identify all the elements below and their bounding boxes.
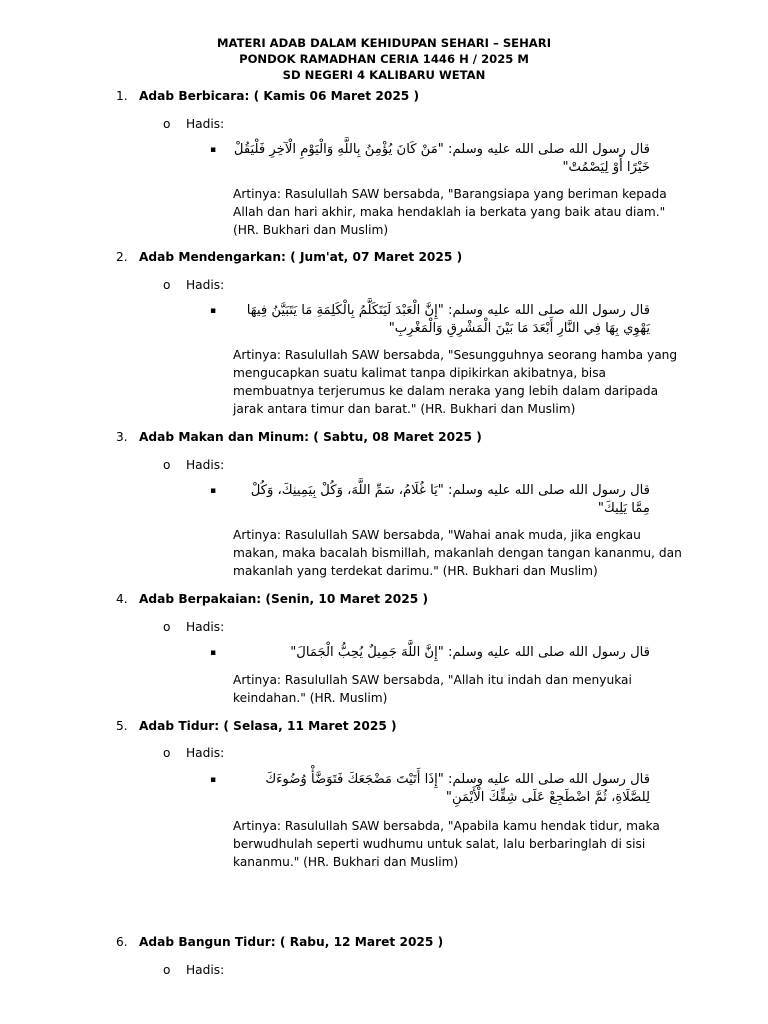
arabic-bullet: ▪ [210,145,217,155]
header-program: PONDOK RAMADHAN CERIA 1446 H / 2025 M [239,52,529,66]
hadis-arabic-text: قال رسول الله صلى الله عليه وسلم: "إِنَّ الْعَبْدَ لَيَتَكَلَّمُ بِالْكَلِمَةِ مَا يَتَبَيَّنُ فِيهَا يَهْوِي بِهَا فِي النَّارِ أَبْعَدَ مَا بَيْنَ الْمَشْرِقِ وَالْمَغْرِبِ" [246,303,650,336]
section-number: 5. [116,719,128,733]
section-number: 3. [116,430,128,444]
hadis-label: Hadis: [186,963,225,977]
hadis-arabic-text: قال رسول الله صلى الله عليه وسلم: "إِذَا أَتَيْتَ مَضْجَعَكَ فَتَوَضَّأْ وُضُوءَكَ لِلصَّلَاةِ، ثُمَّ اضْطَجِعْ عَلَى شِقِّكَ الْأَيْمَنِ" [265,772,650,805]
section-title: Adab Tidur: ( Selasa, 11 Maret 2025 ) [139,719,397,733]
hadis-arabic-text: قال رسول الله صلى الله عليه وسلم: "يَا غُلَامُ، سَمِّ اللَّهَ، وَكُلْ بِيَمِينِكَ، وَكُلْ مِمَّا يَلِيكَ" [250,483,650,516]
arabic-bullet: ▪ [210,306,217,316]
arabic-bullet: ▪ [210,648,217,658]
hadis-translation: Artinya: Rasulullah SAW bersabda, "Allah itu indah dan menyukai keindahan." (HR. Muslim) [233,673,632,705]
section-number: 1. [116,89,128,103]
section-number: 6. [116,935,128,949]
section-title: Adab Makan dan Minum: ( Sabtu, 08 Maret 2025 ) [139,430,482,444]
arabic-bullet: ▪ [210,486,217,496]
hadis-label: Hadis: [186,458,225,472]
hadis-label: Hadis: [186,620,225,634]
section-title: Adab Berpakaian: (Senin, 10 Maret 2025 ) [139,592,429,606]
hadis-translation: Artinya: Rasulullah SAW bersabda, "Apabila kamu hendak tidur, maka berwudhulah seperti wudhumu untuk salat, lalu berbaringlah di sisi kananmu." (HR. Bukhari dan Muslim) [233,819,660,869]
section-title: Adab Bangun Tidur: ( Rabu, 12 Maret 2025 ) [139,935,444,949]
hadis-label: Hadis: [186,746,225,760]
document-header [0,35,768,83]
hadis-translation: Artinya: Rasulullah SAW bersabda, "Barangsiapa yang beriman kepada Allah dan hari akhir, maka hendaklah ia berkata yang baik atau diam." (HR. Bukhari dan Muslim) [233,187,667,237]
hadis-bullet: o [163,746,171,760]
hadis-bullet: o [163,458,171,472]
section-title: Adab Mendengarkan: ( Jum'at, 07 Maret 2025 ) [139,250,463,264]
hadis-bullet: o [163,620,171,634]
section-title: Adab Berbicara: ( Kamis 06 Maret 2025 ) [139,89,420,103]
section-number: 4. [116,592,128,606]
header-title: MATERI ADAB DALAM KEHIDUPAN SEHARI – SEHARI [216,36,552,50]
hadis-translation: Artinya: Rasulullah SAW bersabda, "Wahai anak muda, jika engkau makan, maka bacalah bismillah, makanlah dengan tangan kananmu, dan makanlah yang terdekat darimu." (HR. Bukhari dan Muslim) [233,528,682,578]
hadis-label: Hadis: [186,278,225,292]
hadis-bullet: o [163,278,171,292]
header-school: SD NEGERI 4 KALIBARU WETAN [282,68,486,82]
section-number: 2. [116,250,128,264]
hadis-label: Hadis: [186,117,225,131]
hadis-bullet: o [163,117,171,131]
hadis-arabic-text: قال رسول الله صلى الله عليه وسلم: "مَنْ كَانَ يُؤْمِنُ بِاللَّهِ وَالْيَوْمِ الْآخِرِ فَلْيَقُلْ خَيْرًا أَوْ لِيَصْمُتْ" [233,142,650,175]
hadis-bullet: o [163,963,171,977]
hadis-arabic-text: قال رسول الله صلى الله عليه وسلم: "إِنَّ اللَّهَ جَمِيلٌ يُحِبُّ الْجَمَالَ" [290,645,650,660]
arabic-bullet: ▪ [210,775,217,785]
hadis-translation: Artinya: Rasulullah SAW bersabda, "Sesungguhnya seorang hamba yang mengucapkan suatu kalimat tanpa dipikirkan akibatnya, bisa membuatnya terjerumus ke dalam neraka yang lebih dalam daripada jarak antara timur dan barat." (HR. Bukhari dan Muslim) [233,348,678,416]
